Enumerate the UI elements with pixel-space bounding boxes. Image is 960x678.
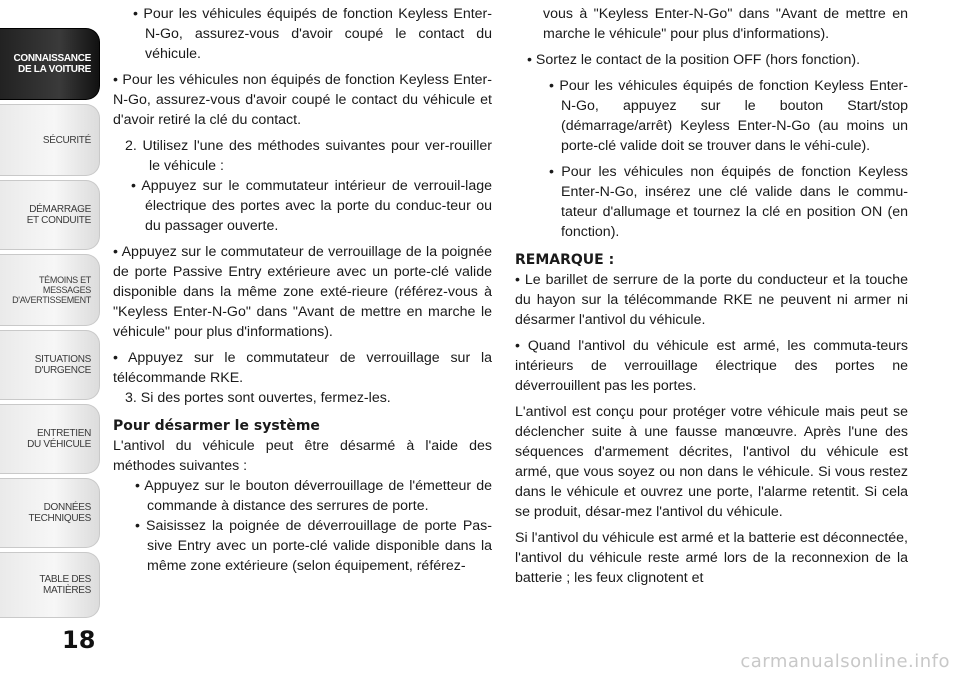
tab-table-des-matieres[interactable] [0, 552, 100, 618]
tab-label: TABLE DES MATIÈRES [39, 574, 91, 596]
paragraph: • Pour les véhicules non équipés de fonction Keyless Enter-N-Go, assurez-vous d'avoir coupé le contact du véhicule et d'avoir retiré la clé du contact. [113, 72, 492, 128]
section-sidebar [0, 0, 100, 678]
paragraph: L'antivol est conçu pour protéger votre véhicule mais peut se déclencher suite à une fausse manœuvre. Après l'une des séquences d'armement décrites, l'antivol du véhicule est armé, que vous soyez ou non dans le véhicule. Si vous restez dans le véhicule et ouvrez une porte, l'alarme retentit. Si cela se produit, désar-mez l'antivol du véhicule. [515, 404, 908, 520]
tab-label: SITUATIONS D'URGENCE [34, 354, 91, 376]
paragraph: Si l'antivol du véhicule est armé et la batterie est déconnectée, l'antivol du véhicule reste armé lors de la reconnexion de la batterie ; les feux clignotent et [515, 530, 908, 586]
tab-donnees-techniques[interactable] [0, 478, 100, 548]
numbered-step: 2. Utilisez l'une des méthodes suivantes pour ver-rouiller le véhicule : [125, 138, 492, 174]
paragraph: • Sortez le contact de la position OFF (hors fonction). [527, 52, 861, 68]
paragraph: L'antivol du véhicule peut être désarmé à l'aide des méthodes suivantes : [113, 438, 492, 474]
tab-connaissance-de-la-voiture[interactable] [0, 28, 100, 100]
watermark: carmanualsonline.info [740, 651, 950, 672]
paragraph: • Pour les véhicules équipés de fonction Keyless Enter-N-Go, appuyez sur le bouton Start/stop (démarrage/arrêt) Keyless Enter-N-Go (au moins un porte-clé valide doit se trouver dans le véhi-cule). [549, 78, 908, 154]
right-column [515, 4, 908, 594]
tab-label: SÉCURITÉ [42, 134, 91, 146]
paragraph: • Appuyez sur le bouton déverrouillage de l'émetteur de commande à distance des serrures de porte. [135, 478, 492, 514]
section-heading: Pour désarmer le système [113, 418, 320, 434]
tab-label: DONNÉES TECHNIQUES [28, 502, 91, 524]
tab-label: DÉMARRAGE ET CONDUITE [26, 204, 91, 226]
paragraph: • Appuyez sur le commutateur de verrouillage de la poignée de porte Passive Entry extérieure avec un porte-clé valide disponible dans la même zone exté-rieure (référez-vous à "Keyless Enter-N-Go" dans "Avant de mettre en marche le véhicule" pour plus d'informations). [113, 244, 492, 340]
tab-demarrage-et-conduite[interactable] [0, 180, 100, 250]
note-heading: REMARQUE : [515, 252, 615, 268]
tab-label: ENTRETIEN DU VÉHICULE [27, 428, 91, 450]
paragraph: • Pour les véhicules non équipés de fonction Keyless Enter-N-Go, insérez une clé valide dans le commu-tateur d'allumage et tournez la clé en position ON (en fonction). [549, 164, 908, 240]
paragraph: • Appuyez sur le commutateur intérieur de verrouil-lage électrique des portes avec la porte du conduc-teur ou du passager ouverte. [131, 178, 492, 234]
tab-entretien-du-vehicule[interactable] [0, 404, 100, 474]
paragraph: • Quand l'antivol du véhicule est armé, les commuta-teurs intérieurs de verrouillage électrique des portes ne déverrouillent pas les portes. [515, 338, 908, 394]
tab-label: CONNAISSANCE DE LA VOITURE [13, 53, 91, 75]
tab-label: TÉMOINS ET MESSAGES D'AVERTISSEMENT [12, 275, 91, 305]
paragraph: • Le barillet de serrure de la porte du conducteur et la touche du hayon sur la télécommande RKE ne peuvent ni armer ni désarmer l'antivol du véhicule. [515, 272, 908, 328]
numbered-step: 3. Si des portes sont ouvertes, fermez-les. [125, 390, 391, 406]
tab-securite[interactable] [0, 104, 100, 176]
tab-situations-d-urgence[interactable] [0, 330, 100, 400]
left-column [113, 4, 492, 582]
paragraph: • Saisissez la poignée de déverrouillage de porte Pas-sive Entry avec un porte-clé valide disponible dans la même zone extérieure (selon équipement, référez- [135, 518, 492, 574]
paragraph: vous à "Keyless Enter-N-Go" dans "Avant de mettre en marche le véhicule" pour plus d'informations). [543, 6, 908, 42]
paragraph: • Appuyez sur le commutateur de verrouillage sur la télécommande RKE. [113, 350, 492, 386]
paragraph: • Pour les véhicules équipés de fonction Keyless Enter-N-Go, assurez-vous d'avoir coupé le contact du véhicule. [133, 6, 492, 62]
tab-temoins-et-messages[interactable] [0, 254, 100, 326]
page-number: 18 [62, 626, 96, 654]
